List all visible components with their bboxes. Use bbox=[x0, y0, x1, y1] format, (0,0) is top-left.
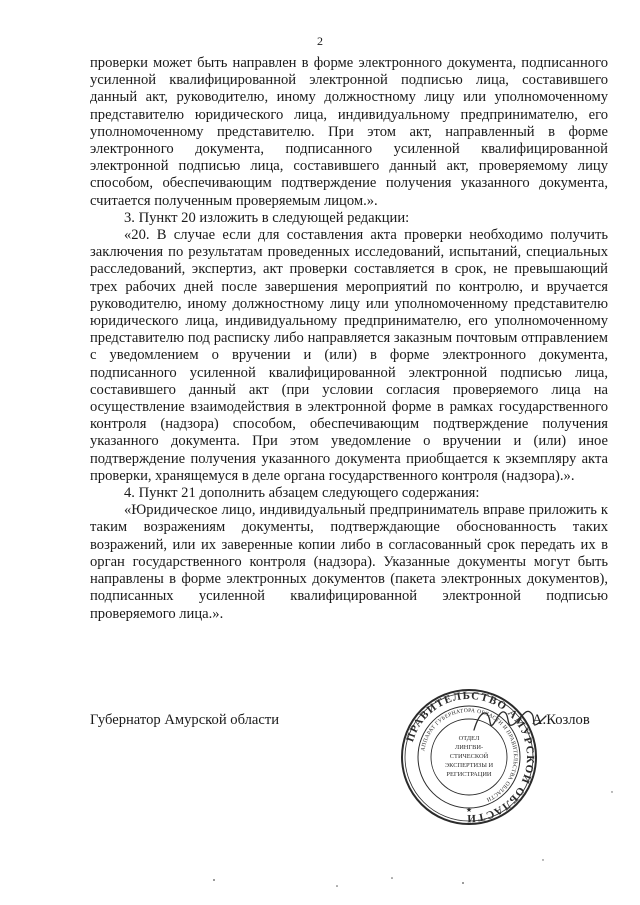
seal-center-line: РЕГИСТРАЦИИ bbox=[446, 771, 492, 778]
paragraph-point-20: «20. В случае если для составления акта проверки необходимо получить заключения по результатам проведенных исследований, испытаний, специальных расследований, экспертиз, акт проверки составляется в срок, не превышающий трех рабочих дней после завершения мероприятий по контролю, и вручается руководителю, иному должностному лицу или уполномоченному представителю юридического лица, индивидуальному предпринимателю, его уполномоченному представителю под расписку либо направляется заказным почтовым отправлением с уведомлением о вручении и (или) в форме электронного документа, подписанного усиленной квалифицированной электронной подписью лица, составившего данный акт (при условии согласия проверяемого лица на осуществление взаимодействия в электронной форме в рамках государственного контроля (надзора) способом, обеспечивающим подтверждение получения указанного документа. При этом уведомление о вручении и (или) иное подтверждение получения указанного документа приобщается к экземпляру акта проверки, хранящемуся в деле органа государственного контроля (надзора).». bbox=[90, 227, 608, 484]
paragraph-item-4: 4. Пункт 21 дополнить абзацем следующего содержания: bbox=[124, 485, 480, 502]
signatory-name: А.Козлов bbox=[532, 712, 590, 728]
seal-outer-text: ПРАВИТЕЛЬСТВО АМУРСКОЙ ОБЛАСТИ bbox=[404, 689, 537, 825]
seal-center-line: СТИЧЕСКОЙ bbox=[449, 753, 489, 760]
seal-center-line: ЛИНГВИ- bbox=[454, 744, 484, 751]
seal-inner-text: АППАРАТ ГУБЕРНАТОРА ОБЛАСТИ И ПРАВИТЕЛЬСТВА ОБЛАСТИ bbox=[420, 707, 519, 803]
paragraph-point-21-addition: «Юридическое лицо, индивидуальный предприниматель вправе приложить к таким возражениям документы, подтверждающие обоснованность таких возражений, или их заверенные копии либо в согласованный срок передать их в орган государственного контроля (надзора). Указанные документы могут быть направлены в форме электронных документов (пакета электронных документов), подписанных усиленной квалифицированной электронной подписью проверяемого лица.». bbox=[90, 502, 608, 622]
seal-star: ★ bbox=[465, 806, 473, 814]
seal-center-line: ОТДЕЛ bbox=[458, 735, 480, 742]
paragraph-item-3: 3. Пункт 20 изложить в следующей редакции: bbox=[124, 209, 410, 226]
seal-center bbox=[445, 735, 494, 778]
seal-center-line: ЭКСПЕРТИЗЫ И bbox=[444, 762, 494, 769]
document-body bbox=[90, 55, 608, 623]
paragraph-continuation: проверки может быть направлен в форме электронного документа, подписанного усиленной квалифицированной электронной подписью лица, составившего данный акт, руководителю, иному должностному лицу или уполномоченному представителю юридического лица, индивидуальному предпринимателю, его уполномоченному представителю. При этом акт, направленный в форме электронного документа, подписанного усиленной квалифицированной электронной подписью лица, составившего данный акт, проверяемому лицу способом, обеспечивающим подтверждение получения указанного документа, считается полученным проверяемым лицом.». bbox=[90, 55, 608, 209]
signatory-title: Губернатор Амурской области bbox=[90, 712, 280, 728]
handwritten-signature bbox=[470, 700, 550, 740]
page-number: 2 bbox=[317, 34, 323, 48]
